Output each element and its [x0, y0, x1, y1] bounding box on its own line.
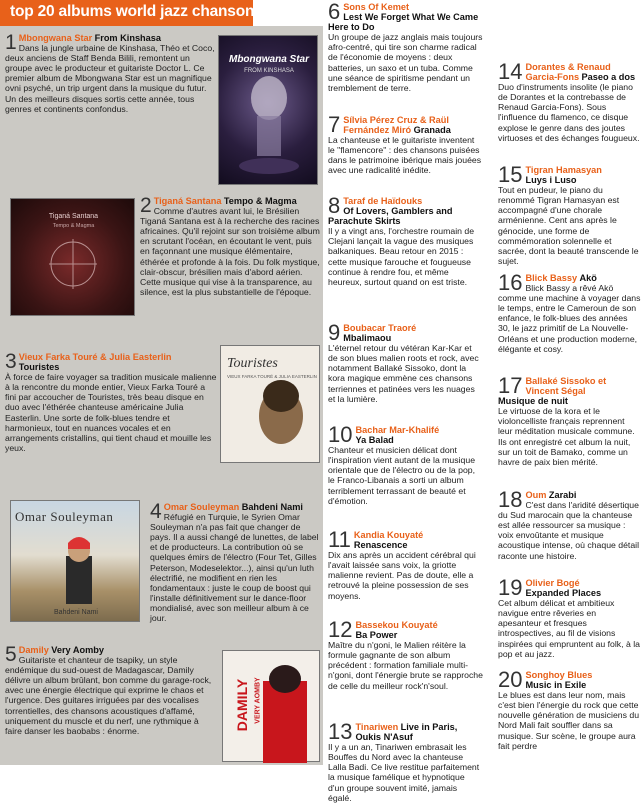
cover-subtitle: Tempo & Magma	[52, 223, 95, 229]
entry-album: Zarabi	[548, 490, 577, 500]
entry-9	[328, 320, 483, 404]
entry-number: 14	[498, 59, 523, 84]
cover-title: DAMILY	[234, 678, 250, 732]
album-cover-1	[218, 35, 318, 185]
entry-5	[5, 645, 217, 736]
entry-13	[328, 719, 483, 803]
entry-number: 7	[328, 112, 341, 137]
entry-album: Ya Balad	[355, 435, 394, 446]
entry-artist: Mbongwana Star	[18, 33, 93, 43]
entry-number: 10	[328, 422, 353, 447]
section-title: top 20 albums world jazz chanson	[10, 3, 255, 20]
cover-subtitle: Bahdeni Nami	[54, 609, 98, 616]
cover-title: Tiganá Santana	[48, 213, 99, 220]
entry-number: 17	[498, 373, 523, 398]
entry-text: L'éternel retour du vétéran Kar-Kar et de son blues malien roots et rock, avec notamment Ballaké Sissoko, dont la kora magique emmène ces chansons terriennes et patinées vers les nuages et la lumière.	[328, 343, 479, 404]
entry-7	[328, 112, 483, 176]
entry-album: Luys i Luso	[525, 175, 577, 186]
entry-artist: Olivier Bogé	[525, 578, 580, 588]
entry-number: 19	[498, 575, 523, 600]
album-cover-4	[10, 500, 140, 622]
entry-number: 18	[498, 487, 523, 512]
entry-album: Expanded Places	[525, 588, 602, 599]
entry-text: Tout en pudeur, le piano du renommé Tigran Hamasyan est accompagné d'une chorale arménienne. Cent ans après le génocide, une forme de commémoration solennelle et sacrée, dont la beauté transcende le sujet.	[498, 185, 639, 266]
entry-18	[498, 487, 641, 561]
entry-19	[498, 575, 641, 659]
cover-title: Omar Souleyman	[15, 509, 114, 524]
entry-album: Music in Exile	[525, 680, 587, 691]
entry-artist: Blick Bassy	[525, 273, 578, 283]
album-cover-3	[220, 345, 320, 463]
entry-artist: Oum	[525, 490, 547, 500]
entry-text: La chanteuse et le guitariste inventent le "flamencore" : des chansons puisées dans le patrimoine ibérique mais jouées avec une radicalité inédite.	[328, 135, 482, 176]
entry-10	[328, 422, 483, 506]
entry-number: 3	[5, 350, 17, 373]
album-cover-2	[10, 198, 135, 316]
entry-20	[498, 667, 641, 751]
entry-album: Akö	[579, 273, 597, 283]
entry-text: Guitariste et chanteur de tsapiky, un style endémique du sud-ouest de Madagascar, Damily délivre un album brûlant, bon comme du garage-rock, avec une énergie électrique qui exprime le chaos et l'urgence. Des guitares irriguées par des vocalises torrentielles, des chansons acoustiques d'affamé, uniquement du muscle et du nerf, une rythmique à faire danser les baobabs : énorme.	[5, 655, 212, 736]
entry-6	[328, 2, 483, 93]
entry-8	[328, 193, 483, 287]
entry-number: 5	[5, 643, 17, 666]
entry-album: Bahdeni Nami	[241, 502, 303, 512]
entry-album: Renascence	[353, 540, 408, 551]
entry-artist: Ballaké Sissoko et Vincent Ségal	[525, 376, 607, 397]
cover-subtitle: VIEUX FARKA TOURÉ & JULIA EASTERLIN	[227, 374, 317, 379]
entry-number: 15	[498, 162, 523, 187]
entry-number: 16	[498, 270, 523, 295]
entry-text: Maître du n'goni, le Malien réitère la formule gagnante de son album précédent : formation familiale multi-n'goni, dont l'énergie brute se rapproche de celle du meilleur rock'n'soul.	[328, 640, 483, 691]
entry-artist: Dorantes & Renaud Garcia-Fons	[525, 62, 611, 83]
entry-artist: Damily	[18, 645, 49, 655]
cover-title: Touristes	[227, 356, 278, 371]
entry-12	[328, 617, 483, 691]
entry-number: 11	[328, 527, 351, 552]
entry-text: Réfugié en Turquie, le Syrien Omar Souleyman n'a pas fait que changer de pays. Il a aussi changé de lunettes, de label et de producteurs. La contribution où se quelques émirs de l'électro (Four Tet, Gilles Peterson, Modeselektor...), ainsi qu'un luth électrifié, ne modifient en rien les fondamentaux : juste le coup de boost qui l'installe définitivement sur le dance-floor mondialisé, avec son meilleur album à ce jour.	[150, 512, 319, 624]
entry-text: À force de faire voyager sa tradition musicale malienne à la rencontre du monde entier, Vieux Farka Touré a fini par accoucher de Touristes, très beau disque en duo avec l'éthérée chanteuse américaine Julia Easterlin. Une sorte de folk-blues tendre et harmonieux, tout en nuances vocales et en arrangements cristallins, qui tient chaud et mouille les yeux.	[5, 372, 217, 453]
entry-album: Musique de nuit	[498, 396, 568, 407]
entry-artist: Taraf de Haïdouks	[343, 196, 423, 206]
entry-text: Dix ans après un accident cérébral qui l'avait laissée sans voix, la griotte malienne revient. Pas de doute, elle a retrouvé la pleine possession de ses moyens.	[328, 550, 476, 601]
entry-15	[498, 162, 641, 266]
entry-album: From Kinshasa	[94, 33, 161, 43]
entry-album: Mbalimaou	[343, 333, 392, 344]
entry-1	[5, 33, 215, 114]
entry-text: Cet album délicat et ambitieux navigue entre rêveries en apesanteur et fresques introspectives, au fil de visions inspirées qui empruntent au folk, à la pop et au jazz.	[498, 598, 640, 659]
entry-artist: Sons Of Kemet	[343, 2, 410, 12]
entry-number: 12	[328, 617, 353, 642]
entry-number: 6	[328, 0, 341, 24]
entry-14	[498, 59, 641, 143]
entry-album: Ba Power	[355, 630, 398, 641]
entry-artist: Songhoy Blues	[525, 670, 593, 680]
section-header	[0, 0, 253, 26]
entry-album: Touristes	[18, 362, 60, 373]
entry-artist: Tinariwen	[355, 722, 399, 732]
entry-text: Le virtuose de la kora et le violoncelliste français reprennent leur méditation musicale commune. Ils ont enregistré cet album la nuit, sur un toit de Bamako, comme un havre de paix bien mérité.	[498, 406, 635, 467]
entry-text: Blick Bassy a rêvé Akö comme une machine à voyager dans le temps, entre le Cameroun de son enfance, le folk-blues des années 30, le jazz primitif de La Nouvelle-Orléans et une production moderne, élégante et cosy.	[498, 283, 641, 354]
entry-album: Tempo & Magma	[223, 196, 297, 206]
cover-subtitle: VERY AOMBY	[254, 677, 262, 724]
entry-artist: Boubacar Traoré	[343, 323, 417, 333]
entry-text: C'est dans l'aridité désertique du Sud marocain que la chanteuse est allée ressourcer sa musique : voix envoûtante et musique acoustique intense, où chaque détail raconte une histoire.	[498, 500, 640, 561]
entry-text: Il y a un an, Tinariwen embrasait les Bouffes du Nord avec la chanteuse Lalla Badi. Ce live restitue parfaitement la musique famélique et hypnotique d'un groupe souvent imité, jamais égalé.	[328, 742, 480, 803]
entry-text: Dans la jungle urbaine de Kinshasa, Théo et Coco, deux anciens de Staff Benda Bilili, remontent un groupe avec le producteur et guitariste Doctor L. Ce premier album de Mbongwana Star est un magnifique ovni psyché, un trip urgent dans la musique du futur. Un des meilleurs disques sortis cette année, tous genres et continents confondus.	[5, 43, 215, 114]
entry-artist: Kandia Kouyaté	[353, 530, 424, 540]
entry-artist: Tigran Hamasyan	[525, 165, 602, 175]
entry-artist: Omar Souleyman	[163, 502, 240, 512]
entry-number: 20	[498, 667, 523, 692]
entry-number: 1	[5, 31, 17, 54]
entry-text: Un groupe de jazz anglais mais toujours afro-centré, qui tire son charme radical de l'économie de moyens : deux batteries, un saxo et un tuba. Comme une séance de spiritisme pendant un tremblement de terre.	[328, 32, 483, 93]
entry-artist: Sílvia Pérez Cruz & Raül Fernández Miró	[343, 115, 449, 136]
entry-number: 13	[328, 719, 353, 744]
entry-album: Lest We Forget What We Came Here to Do	[328, 12, 479, 33]
entry-number: 8	[328, 193, 341, 218]
entry-text: Chanteur et musicien délicat dont l'inspiration vient autant de la musique orientale que de l'électro ou de la pop, le Franco-Libanais a sorti un album terriblement terrassant de beauté et d'émotion.	[328, 445, 476, 506]
entry-album: Very Aomby	[51, 645, 105, 655]
cover-title: Mbongwana Star	[228, 54, 309, 65]
entry-4	[150, 502, 322, 623]
entry-text: Duo d'instruments insolite (le piano de Dorantes et la contrebasse de Renaud Garcia-Fons). Sous l'influence du flamenco, ce disque explose le genre dans des joutes virtuoses et des échanges fougueux.	[498, 82, 640, 143]
album-cover-5	[222, 650, 320, 762]
entry-text: Comme d'autres avant lui, le Brésilien Tiganá Santana est à la recherche des racines africaines. Qu'il rejoint sur son troisième album en scrutant l'océan, en écoutant le vent, puis en façonnant une musique élémentaire, éthérée et profonde à la fois. Du folk mystique, clair-obscur, brésilien mais d'abord aérien. Cette musique qui vise à la transparence, au silence, est la plus substantielle de l'époque.	[140, 206, 320, 297]
entry-text: Le blues est dans leur nom, mais c'est bien l'énergie du rock que cette nouvelle génération de musiciens du Nord Mali fait souffler dans sa musique. Sur scène, le groupe aura fait perdre	[498, 690, 640, 751]
entry-16	[498, 270, 641, 354]
entry-album: Paseo a dos	[581, 72, 636, 83]
entry-artist: Bachar Mar-Khalifé	[355, 425, 440, 435]
entry-album: Live in Paris, Oukis N'Asuf	[355, 722, 458, 743]
entry-11	[328, 527, 483, 601]
entry-3	[5, 352, 217, 453]
entry-number: 2	[140, 194, 152, 217]
entry-album: Granada	[413, 125, 451, 136]
entry-artist: Tiganá Santana	[153, 196, 222, 206]
entry-2	[140, 196, 320, 297]
entry-album: Of Lovers, Gamblers and Parachute Skirts	[328, 206, 453, 227]
cover-subtitle: FROM KINSHASA	[244, 68, 294, 74]
entry-17	[498, 373, 641, 467]
entry-number: 4	[150, 500, 162, 523]
entry-number: 9	[328, 320, 341, 345]
entry-artist: Bassekou Kouyaté	[355, 620, 438, 630]
entry-text: Il y a vingt ans, l'orchestre roumain de Clejani lançait la vague des musiques balkaniques. Beau retour en 2015 : cette musique farouche et fougueuse continue à rendre fou, et même heureux, surtout quand on est triste.	[328, 226, 475, 287]
entry-artist: Vieux Farka Touré & Julia Easterlin	[18, 352, 172, 362]
